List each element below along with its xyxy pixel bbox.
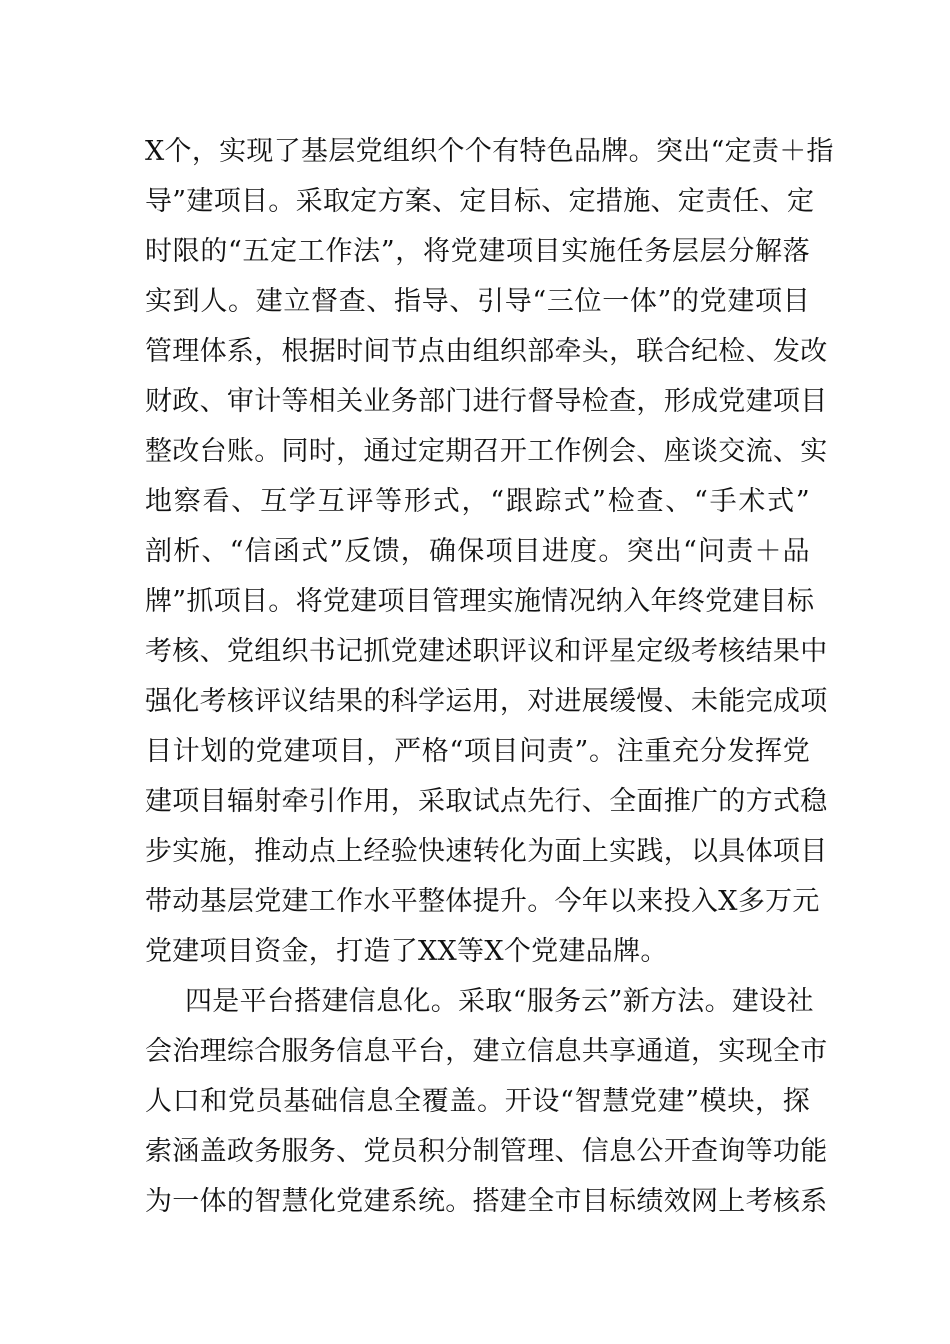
text-line: 整改台账。同时，通过定期召开工作例会、座谈交流、实 (145, 436, 828, 467)
text-line: 地察看、互学互评等形式，“跟踪式”检查、“手术式” (145, 486, 810, 517)
text-line: 实到人。建立督查、指导、引导“三位一体”的党建项目 (145, 286, 810, 317)
text-line: 剖析、“信函式”反馈，确保项目进度。突出“问责＋品 (145, 536, 810, 567)
text-line: 为一体的智慧化党建系统。搭建全市目标绩效网上考核系 (145, 1186, 828, 1217)
paragraph-end-line: 党建项目资金，打造了XX等X个党建品牌。 (145, 936, 668, 967)
text-line: 带动基层党建工作水平整体提升。今年以来投入X多万元 (145, 886, 820, 917)
text-line: 强化考核评议结果的科学运用，对进展缓慢、未能完成项 (145, 686, 828, 717)
text-line: X个，实现了基层党组织个个有特色品牌。突出“定责＋指 (145, 136, 834, 167)
text-line: 考核、党组织书记抓党建述职评议和评星定级考核结果中 (145, 636, 828, 667)
text-line: 时限的“五定工作法”，将党建项目实施任务层层分解落 (145, 236, 810, 267)
text-line: 导”建项目。采取定方案、定目标、定措施、定责任、定 (145, 186, 815, 217)
text-line: 步实施，推动点上经验快速转化为面上实践，以具体项目 (145, 836, 828, 867)
text-line: 牌”抓项目。将党建项目管理实施情况纳入年终党建目标 (145, 586, 815, 617)
text-line: 索涵盖政务服务、党员积分制管理、信息公开查询等功能 (145, 1136, 828, 1167)
text-line: 目计划的党建项目，严格“项目问责”。注重充分发挥党 (145, 736, 810, 767)
text-line: 财政、审计等相关业务部门进行督导检查，形成党建项目 (145, 386, 828, 417)
text-line: 管理体系，根据时间节点由组织部牵头，联合纪检、发改 (145, 336, 828, 367)
body-text (145, 127, 834, 1227)
paragraph-start-line: 四是平台搭建信息化。采取“服务云”新方法。建设社 (185, 986, 814, 1017)
text-line: 人口和党员基础信息全覆盖。开设“智慧党建”模块，探 (145, 1086, 810, 1117)
text-line: 建项目辐射牵引作用，采取试点先行、全面推广的方式稳 (145, 786, 828, 817)
text-line: 会治理综合服务信息平台，建立信息共享通道，实现全市 (145, 1036, 828, 1067)
